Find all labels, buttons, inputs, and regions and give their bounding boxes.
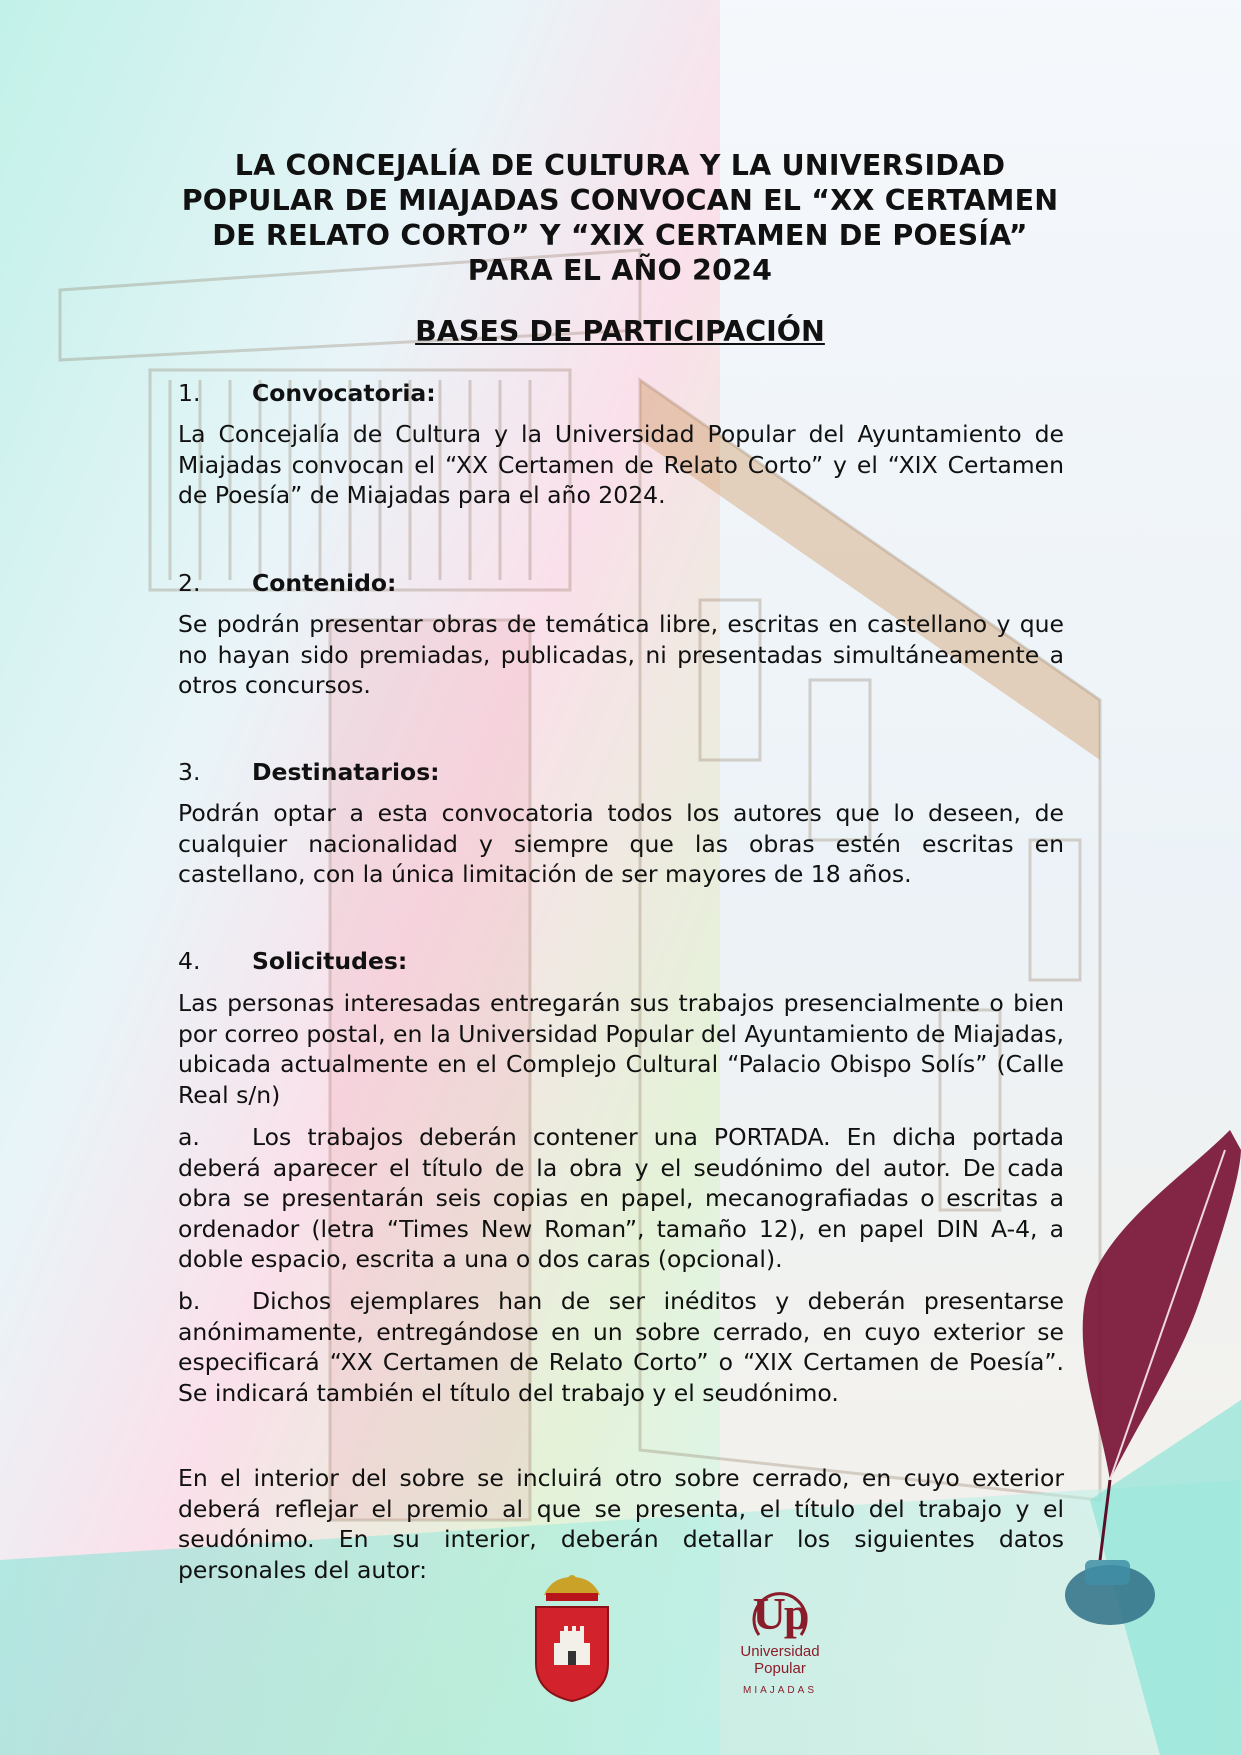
section-number: 2. — [178, 569, 201, 597]
list-item-text: Dichos ejemplares han de ser inéditos y deberán presentarse anónimamente, entregándose en un sobre cerrado, en cuyo exterior se especificará “XX Certamen de Relato Corto” o “XIX Certamen de Poesía”. Se indicará también el título del trabajo y el seudónimo. — [178, 1287, 1064, 1407]
section-title: Destinatarios: — [252, 758, 440, 786]
section-heading-contenido — [178, 568, 396, 598]
up-mark-text: Up — [752, 1588, 808, 1639]
section-text-contenido: Se podrán presentar obras de temática libre, escritas en castellano y que no hayan sido premiadas, publicadas, ni presentadas simultáneamente a otros concursos. — [178, 610, 1064, 699]
universidad-popular-logo — [715, 1585, 845, 1715]
section-number: 1. — [178, 379, 201, 407]
section-text-destinatarios: Podrán optar a esta convocatoria todos los autores que lo deseen, de cualquier nacionalidad y siempre que las obras estén escritas en castellano, con la única limitación de ser mayores de 18 años. — [178, 799, 1064, 888]
list-item-label: a. — [178, 1123, 200, 1151]
list-item-text: Los trabajos deberán contener una PORTADA. En dicha portada deberá aparecer el título de la obra y el seudónimo del autor. De cada obra se presentarán seis copias en papel, mecanografiadas o escritas a ordenador (letra “Times New Roman”, tamaño 12), en papel DIN A-4, a doble espacio, escrita a una o dos caras (opcional). — [178, 1123, 1064, 1273]
closing-paragraph: En el interior del sobre se incluirá otro sobre cerrado, en cuyo exterior deberá reflejar el premio al que se presenta, el título del trabajo y el seudónimo. En su interior, deberán detallar los siguientes datos personales del autor: — [178, 1464, 1064, 1584]
list-item-label: b. — [178, 1287, 201, 1315]
section-heading-solicitudes — [178, 946, 407, 976]
miajadas-coat-of-arms-logo — [530, 1573, 614, 1703]
section-number: 3. — [178, 758, 201, 786]
up-line-2: Popular — [754, 1660, 806, 1677]
up-emblem — [745, 1585, 815, 1643]
section-text-convocatoria: La Concejalía de Cultura y la Universidad Popular del Ayuntamiento de Miajadas convocan el “XX Certamen de Relato Corto” y el “XIX Certamen de Poesía” de Miajadas para el año 2024. — [178, 420, 1064, 509]
section-text-solicitudes: Las personas interesadas entregarán sus trabajos presencialmente o bien por correo postal, en la Universidad Popular del Ayuntamiento de Miajadas, ubicada actualmente en el Complejo Cultural “Palacio Obispo Solís” (Calle Real s/n) — [178, 989, 1064, 1109]
section-heading-destinatarios — [178, 757, 440, 787]
document-title: LA CONCEJALÍA DE CULTURA Y LA UNIVERSIDAD POPULAR DE MIAJADAS CONVOCAN EL “XX CERTAMEN DE RELATO CORTO” Y “XIX CERTAMEN DE POESÍA” PARA EL AÑO 2024 — [181, 149, 1059, 287]
up-line-1: Universidad — [740, 1643, 820, 1660]
section-heading-convocatoria — [178, 378, 436, 408]
document-subtitle: BASES DE PARTICIPACIÓN — [415, 315, 825, 348]
section-title: Contenido: — [252, 569, 397, 597]
section-title: Solicitudes: — [252, 947, 408, 975]
section-title: Convocatoria: — [252, 379, 436, 407]
up-line-3: MIAJADAS — [742, 1685, 817, 1696]
section-number: 4. — [178, 947, 201, 975]
list-item-b — [178, 1286, 1064, 1408]
list-item-a — [178, 1122, 1064, 1275]
